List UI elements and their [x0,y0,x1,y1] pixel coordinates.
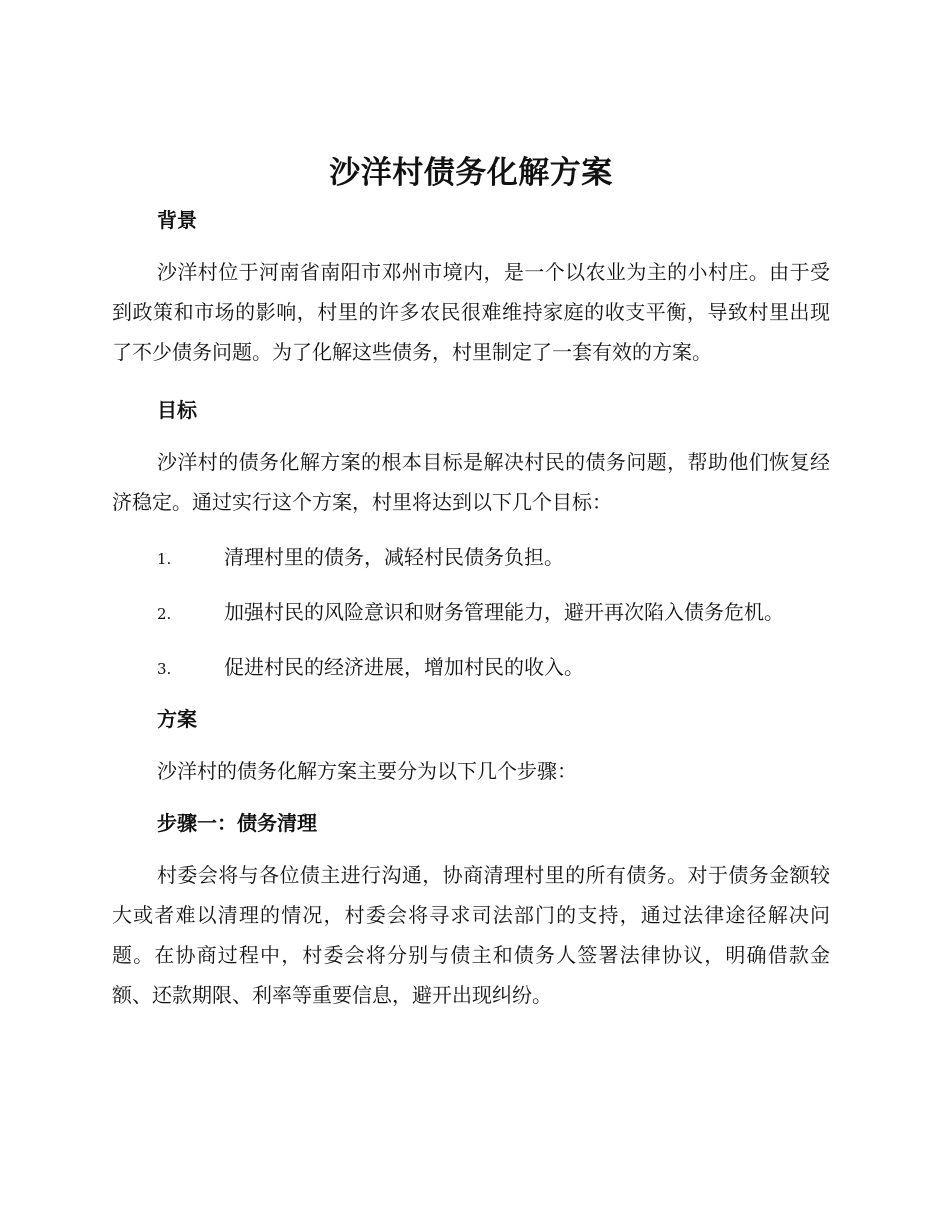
section-heading-background: 背景 [157,208,197,232]
document-title: 沙洋村债务化解方案 [329,155,613,191]
list-item-text: 促进村民的经济进展，增加村民的收入。 [224,655,584,679]
list-item-number: 3. [157,660,172,678]
goals-paragraph: 沙洋村的债务化解方案的根本目标是解决村民的债务问题，帮助他们恢复经济稳定。通过实行这个方案，村里将达到以下几个目标： [112,450,830,514]
list-item [112,530,830,585]
list-item-text: 加强村民的风险意识和财务管理能力，避开再次陷入债务危机。 [224,600,784,624]
step1-paragraph: 村委会将与各位债主进行沟通，协商清理村里的所有债务。对于债务金额较大或者难以清理的情况，村委会将寻求司法部门的支持，通过法律途径解决问题。在协商过程中，村委会将分别与债主和债务人签署法律协议，明确借款金额、还款期限、利率等重要信息，避开出现纠纷。 [112,863,830,1007]
background-paragraph: 沙洋村位于河南省南阳市邓州市境内，是一个以农业为主的小村庄。由于受到政策和市场的影响，村里的许多农民很难维持家庭的收支平衡，导致村里出现了不少债务问题。为了化解这些债务，村里制定了一套有效的方案。 [112,260,830,364]
list-item-number: 1. [157,550,172,568]
document-content [112,150,830,1015]
list-item-number: 2. [157,605,172,623]
goals-list [112,530,830,695]
step1-heading: 步骤一：债务清理 [157,811,317,835]
list-item [112,640,830,695]
list-item-text: 清理村里的债务，减轻村民债务负担。 [224,545,564,569]
plan-paragraph: 沙洋村的债务化解方案主要分为以下几个步骤： [157,759,577,783]
section-heading-plan: 方案 [157,707,197,731]
list-item [112,585,830,640]
section-heading-goals: 目标 [157,398,197,422]
